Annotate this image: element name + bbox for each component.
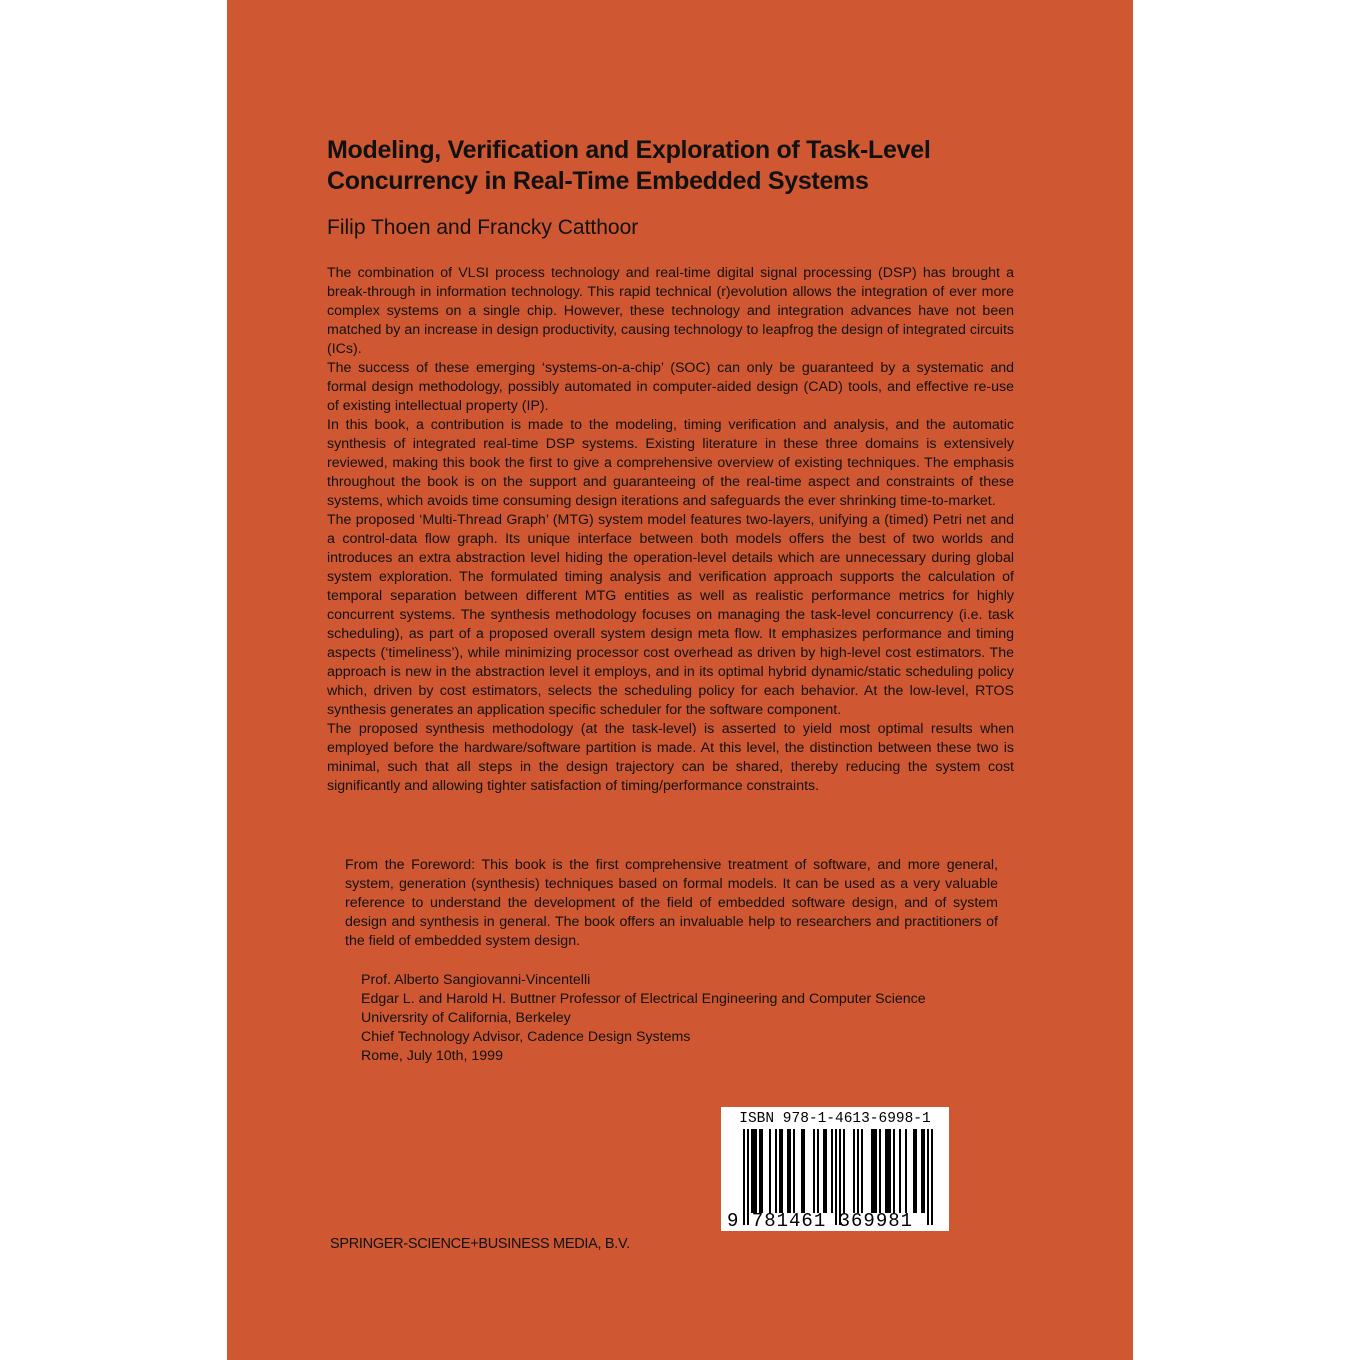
signature-line: Prof. Alberto Sangiovanni-Vincentelli bbox=[361, 972, 591, 988]
barcode-bar bbox=[893, 1129, 895, 1213]
book-authors: Filip Thoen and Francky Catthoor bbox=[327, 216, 639, 239]
isbn-barcode bbox=[721, 1107, 949, 1231]
signature-line: Edgar L. and Harold H. Buttner Professor of Electrical Engineering and Computer Science bbox=[361, 991, 926, 1007]
barcode-bar bbox=[889, 1129, 891, 1213]
blurb-paragraph: The success of these emerging ‘systems-on-a-chip’ (SOC) can only be guaranteed by a systematic and formal design methodology, possibly automated in computer-aided design (CAD) tools, and effective re-use of existing intellectual property (IP). bbox=[327, 360, 1014, 414]
barcode-bar bbox=[755, 1129, 757, 1213]
signature-line: Chief Technology Advisor, Cadence Design Systems bbox=[361, 1029, 691, 1045]
barcode-bar bbox=[879, 1129, 881, 1213]
barcode-bar bbox=[915, 1129, 917, 1213]
barcode-bar bbox=[885, 1129, 887, 1213]
book-back-cover bbox=[227, 0, 1133, 1360]
publisher-name: SPRINGER-SCIENCE+BUSINESS MEDIA, B.V. bbox=[330, 1236, 630, 1252]
barcode-bar bbox=[813, 1129, 815, 1213]
barcode-bar bbox=[823, 1129, 825, 1213]
barcode-bar bbox=[825, 1129, 827, 1213]
barcode-bar bbox=[921, 1129, 923, 1213]
barcode-bar bbox=[789, 1129, 791, 1213]
isbn-label: ISBN 978-1-4613-6998-1 bbox=[739, 1111, 931, 1127]
barcode-bar bbox=[871, 1129, 873, 1213]
blurb-paragraph: The proposed ‘Multi-Thread Graph’ (MTG) system model features two-layers, unifying a (timed) Petri net and a control-data flow graph. Its unique interface between both models offers the best of two worlds and introduces an extra abstraction level hiding the operation-level details which are unnecessary during global system exploration. The formulated timing analysis and verification approach supports the calculation of temporal separation between different MTG entities as well as realistic performance metrics for highly concurrent systems. The synthesis methodology focuses on managing the task-level concurrency (i.e. task scheduling), as part of a proposed overall system design meta flow. It emphasizes performance and timing aspects (‘timeliness’), while minimizing processor cost overhead as driven by high-level cost estimators. The approach is new in the abstraction level it employs, and in its optimal hybrid dynamic/static scheduling policy which, driven by cost estimators, selects the scheduling policy for each behavior. At the low-level, RTOS synthesis generates an application specific scheduler for the software component. bbox=[327, 512, 1014, 718]
barcode-bar bbox=[853, 1129, 855, 1213]
barcode-bar bbox=[751, 1129, 753, 1213]
barcode-bar bbox=[857, 1129, 859, 1213]
blurb-paragraph: The proposed synthesis methodology (at the task-level) is asserted to yield most optimal results when employed before the hardware/software partition is made. At this level, the distinction between these two is minimal, such that all steps in the design trajectory can be shared, thereby reducing the system cost significantly and allowing tighter satisfaction of timing/performance constraints. bbox=[327, 721, 1014, 794]
barcode-bar bbox=[787, 1129, 789, 1213]
signature-line: Universrity of California, Berkeley bbox=[361, 1010, 571, 1026]
barcode-bar bbox=[781, 1129, 783, 1213]
blurb bbox=[327, 264, 1014, 796]
book-title: Modeling, Verification and Exploration of Task-Level Concurrency in Real-Time Embedded Systems bbox=[327, 136, 931, 195]
barcode-bar bbox=[801, 1129, 803, 1213]
barcode-bar bbox=[905, 1129, 907, 1213]
barcode-bar bbox=[899, 1129, 901, 1213]
foreword-quote: From the Foreword: This book is the first comprehensive treatment of software, and more general, system, generation (synthesis) techniques based on formal models. It can be used as a very valuable reference to understand the development of the field of embedded software design, and of system design and synthesis in general. The book offers an invaluable help to researchers and practitioners of the field of embedded system design. bbox=[345, 857, 998, 949]
barcode-bar bbox=[923, 1129, 925, 1213]
barcode-bar bbox=[817, 1129, 819, 1213]
barcode-bar bbox=[887, 1129, 889, 1213]
barcode-bar bbox=[761, 1129, 763, 1213]
blurb-paragraph: In this book, a contribution is made to the modeling, timing verification and analysis, and the automatic synthesis of integrated real-time DSP systems. Existing literature in these three domains is extensively reviewed, making this book the first to give a comprehensive overview of existing techniques. The emphasis throughout the book is on the support and guaranteeing of the real-time aspect and constraints of these systems, which avoids time consuming design iterations and safeguards the ever shrinking time-to-market. bbox=[327, 417, 1014, 509]
barcode-bar bbox=[873, 1129, 875, 1213]
signature-line: Rome, July 10th, 1999 bbox=[361, 1048, 503, 1064]
barcode-bar bbox=[861, 1129, 863, 1213]
barcode-bar bbox=[769, 1129, 771, 1213]
barcode-bar bbox=[779, 1129, 781, 1213]
barcode-bar bbox=[875, 1129, 877, 1213]
barcode-bar bbox=[831, 1129, 833, 1213]
barcode-bar bbox=[793, 1129, 795, 1213]
barcode-bar bbox=[843, 1129, 845, 1213]
barcode-bar bbox=[753, 1129, 755, 1213]
blurb-paragraph: The combination of VLSI process technology and real-time digital signal processing (DSP) has brought a break-through in information technology. This rapid technical (r)evolution allows the integration of ever more complex systems on a single chip. However, these technology and integration advances have not been matched by an increase in design productivity, causing technology to leapfrog the design of integrated circuits (ICs). bbox=[327, 265, 1014, 357]
barcode-bar bbox=[913, 1129, 915, 1213]
barcode-bar bbox=[931, 1129, 933, 1225]
foreword-signature bbox=[361, 971, 926, 1066]
barcode-bar bbox=[775, 1129, 777, 1213]
barcode-bar bbox=[803, 1129, 805, 1213]
barcode-bar bbox=[759, 1129, 761, 1213]
barcode-bar bbox=[927, 1129, 929, 1225]
barcode-digits: 9 781461 369981 bbox=[727, 1210, 914, 1232]
